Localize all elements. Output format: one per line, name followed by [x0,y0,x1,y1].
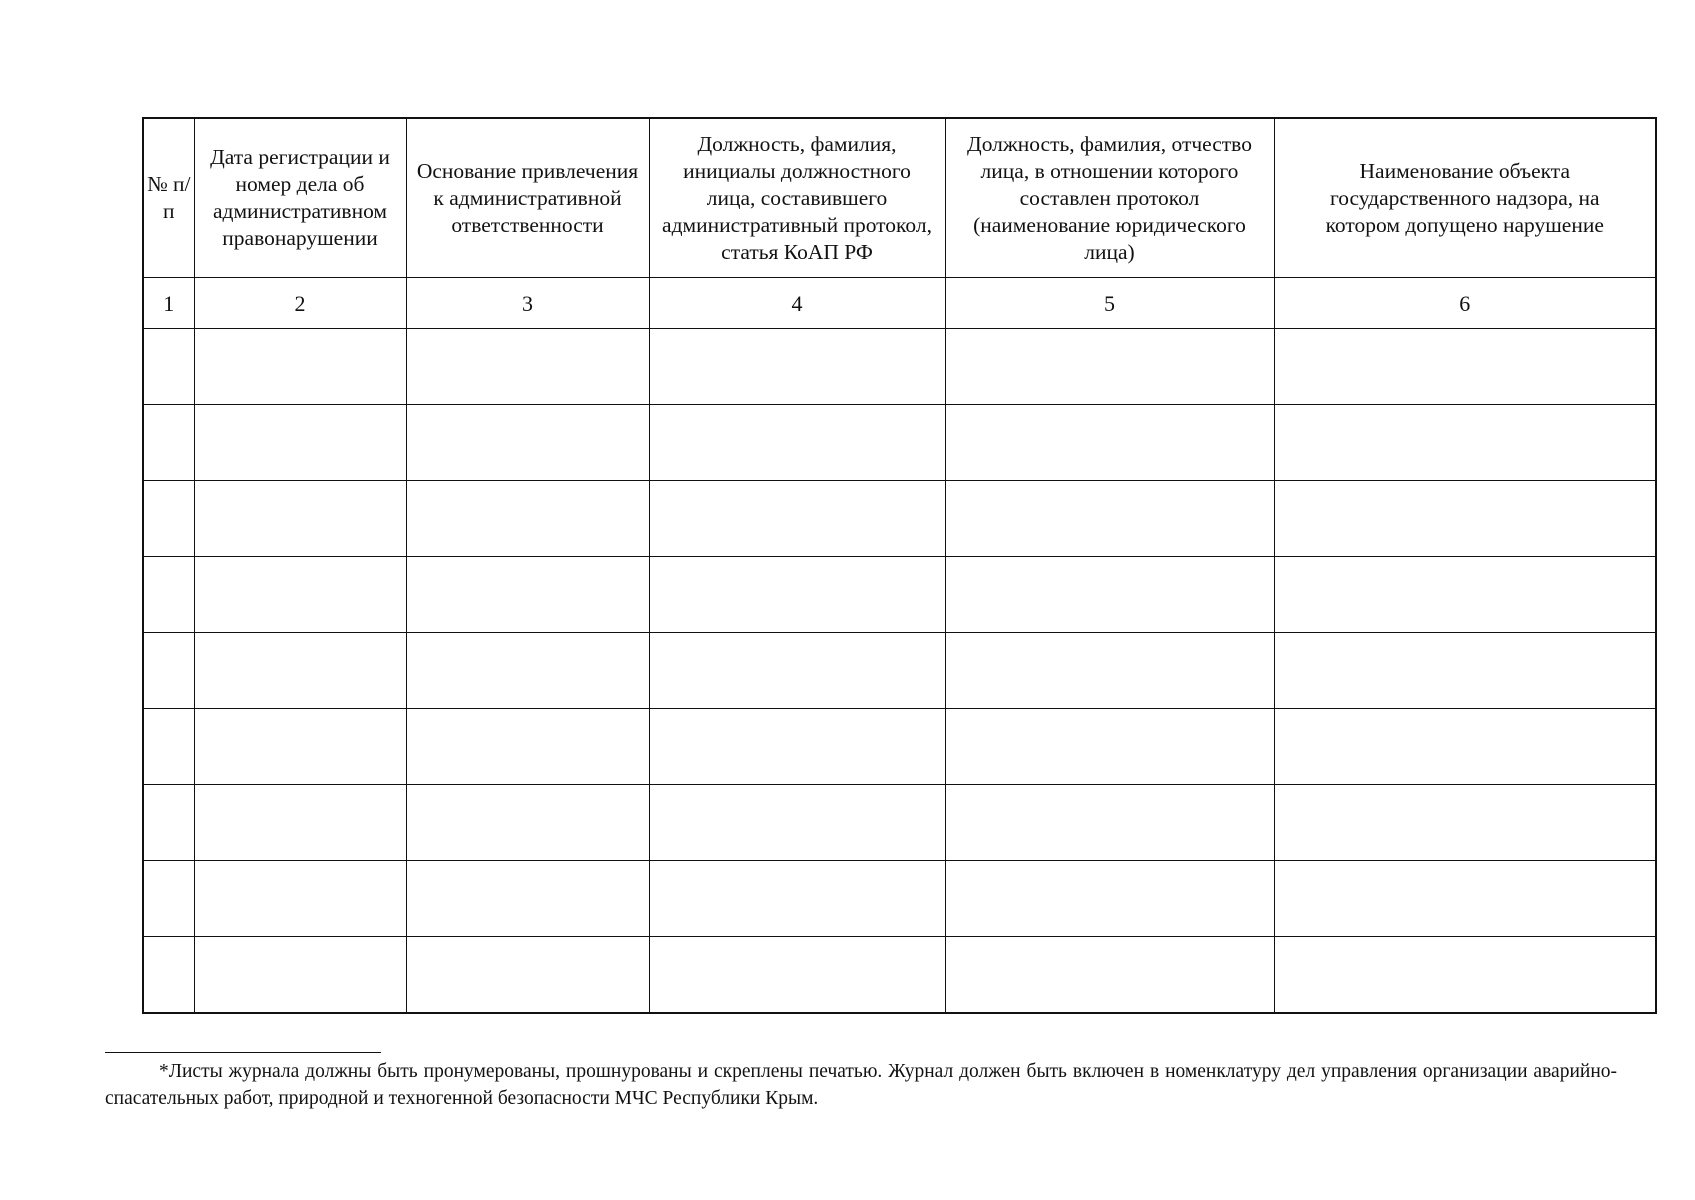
table-cell [406,785,649,861]
table-cell [945,861,1274,937]
table-cell [143,785,194,861]
table-cell [406,633,649,709]
table-cell [143,709,194,785]
table-cell [194,861,406,937]
table-cell [945,937,1274,1014]
column-number: 1 [143,278,194,329]
table-cell [194,937,406,1014]
header-official-who-compiled: Должность, фамилия, инициалы должностного лица, составившего административный протокол, статья КоАП РФ [649,118,945,278]
table-cell [194,633,406,709]
table-cell [194,709,406,785]
table-row [143,557,1656,633]
table-cell [1274,633,1656,709]
table-cell [194,329,406,405]
table-cell [406,557,649,633]
table-row [143,633,1656,709]
table-cell [1274,785,1656,861]
table-cell [649,709,945,785]
header-person-charged: Должность, фамилия, отчество лица, в отношении которого составлен протокол (наименование юридического лица) [945,118,1274,278]
table-cell [945,329,1274,405]
table-cell [649,633,945,709]
table-cell [1274,481,1656,557]
table-cell [649,481,945,557]
footnote-separator [105,1052,381,1053]
table-row [143,481,1656,557]
column-number: 5 [945,278,1274,329]
table-cell [143,633,194,709]
table-cell [194,405,406,481]
table-cell [194,785,406,861]
table-cell [1274,861,1656,937]
table-cell [143,329,194,405]
table-cell [1274,709,1656,785]
table-cell [406,481,649,557]
column-number-row [143,278,1656,329]
table-cell [143,557,194,633]
table-cell [143,861,194,937]
table-cell [945,633,1274,709]
table-cell [406,329,649,405]
table-cell [649,785,945,861]
table-cell [194,481,406,557]
journal-table [142,117,1657,1014]
table-cell [1274,557,1656,633]
table-cell [1274,329,1656,405]
table-cell [406,861,649,937]
column-number: 4 [649,278,945,329]
table-cell [945,785,1274,861]
table-cell [945,557,1274,633]
table-cell [649,329,945,405]
table-cell [406,937,649,1014]
table-cell [649,405,945,481]
table-cell [1274,937,1656,1014]
table-row [143,937,1656,1014]
table-cell [143,481,194,557]
table-cell [406,405,649,481]
column-number: 6 [1274,278,1656,329]
header-liability-basis: Основание привлечения к административной ответственности [406,118,649,278]
footnote-text: *Листы журнала должны быть пронумерованы, прошнурованы и скреплены печатью. Журнал должен быть включен в номенклатуру дел управления организации аварийно-спасательных работ, природной и техногенной безопасности МЧС Республики Крым. [105,1061,1617,1109]
header-registration-date: Дата регистрации и номер дела об административном правонарушении [194,118,406,278]
table-row [143,785,1656,861]
table-cell [143,405,194,481]
table-cell [406,709,649,785]
table-cell [649,557,945,633]
header-number: № п/п [143,118,194,278]
table-cell [649,861,945,937]
table-cell [945,709,1274,785]
table-cell [143,937,194,1014]
column-number: 2 [194,278,406,329]
header-supervision-object: Наименование объекта государственного надзора, на котором допущено нарушение [1274,118,1656,278]
table-row [143,709,1656,785]
table-row [143,405,1656,481]
table-cell [194,557,406,633]
table-cell [1274,405,1656,481]
table-row [143,329,1656,405]
column-number: 3 [406,278,649,329]
table-cell [945,405,1274,481]
table-cell [945,481,1274,557]
table-row [143,861,1656,937]
table-cell [649,937,945,1014]
table-header-row [143,118,1656,278]
